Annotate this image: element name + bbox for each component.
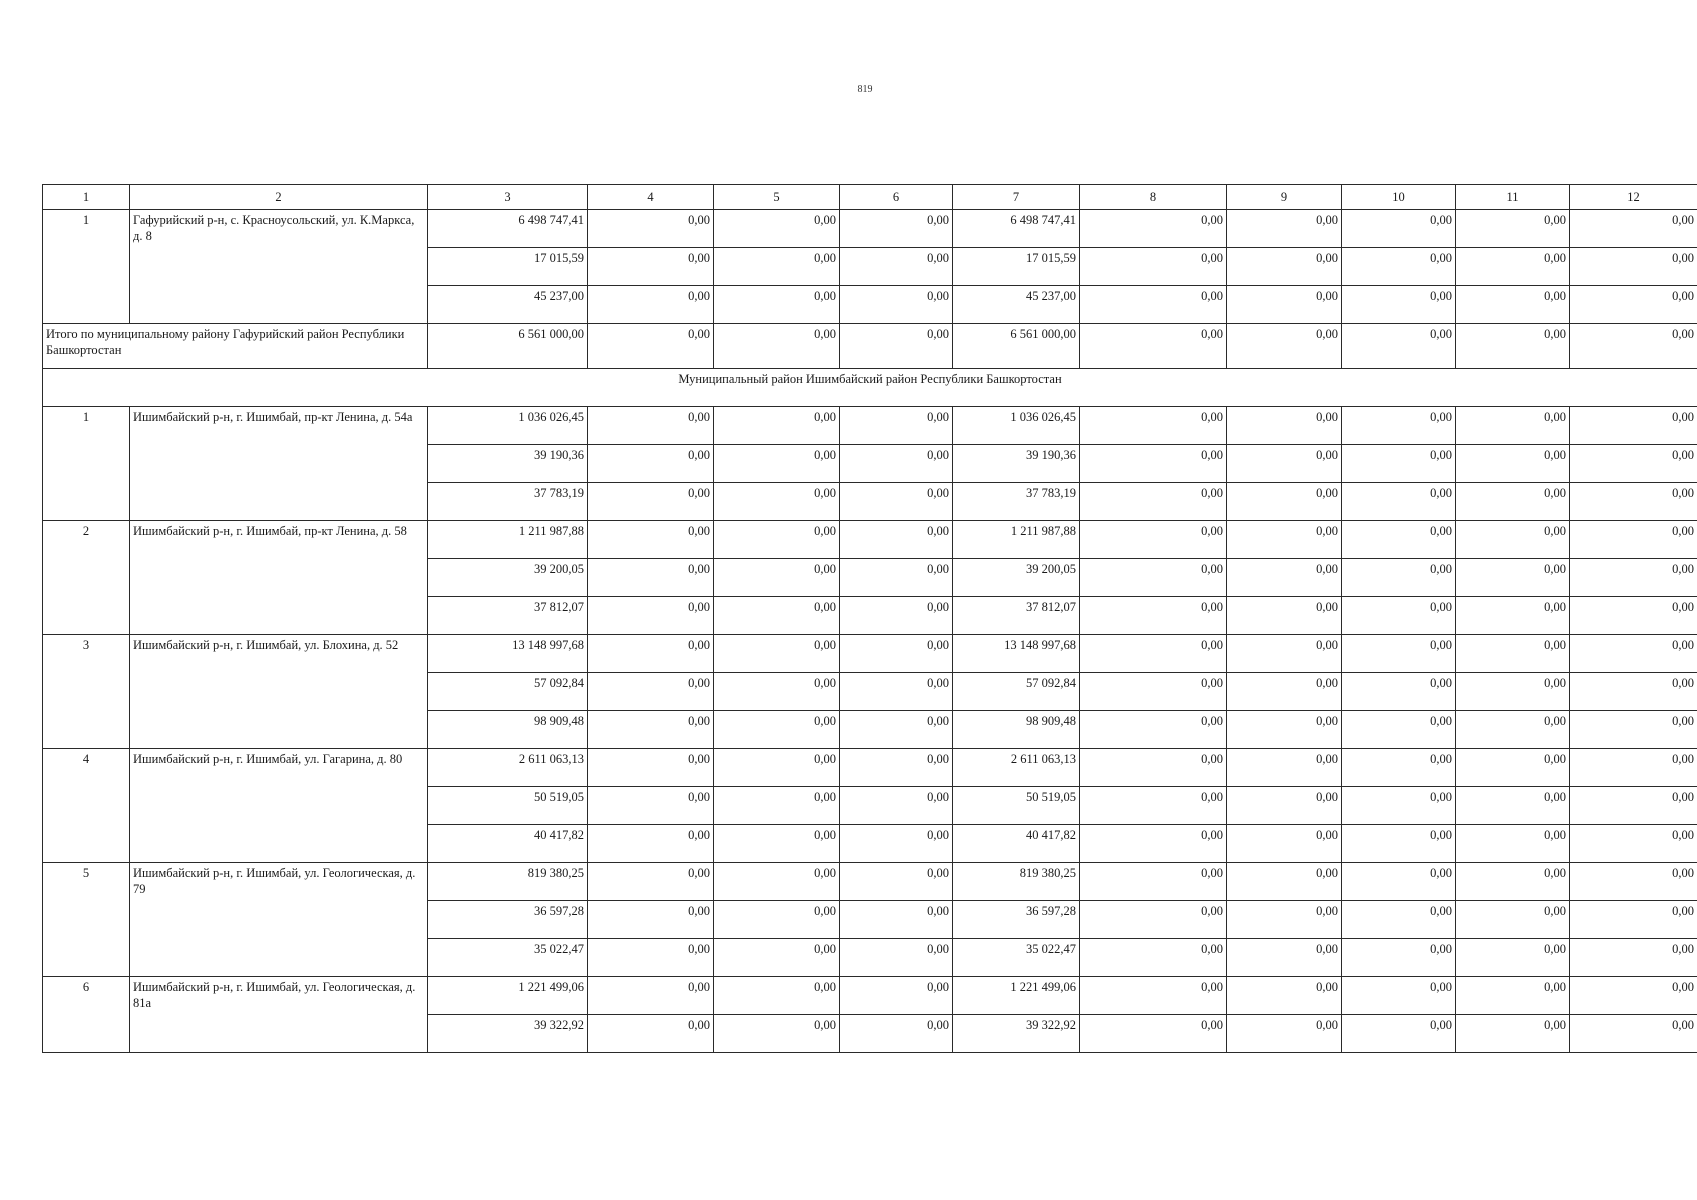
amount-cell: 0,00 — [714, 673, 840, 711]
total-cost-cell: 819 380,25 — [428, 863, 588, 901]
amount-cell: 0,00 — [1227, 749, 1342, 787]
amount-cell: 0,00 — [1342, 286, 1456, 324]
amount-cell: 0,00 — [1570, 407, 1697, 445]
amount-cell: 37 812,07 — [953, 597, 1080, 635]
column-header: 2 — [130, 185, 428, 210]
total-cost-cell: 2 611 063,13 — [428, 749, 588, 787]
amount-cell: 0,00 — [840, 1015, 953, 1053]
row-number: 2 — [43, 521, 130, 635]
amount-cell: 0,00 — [840, 445, 953, 483]
amount-cell: 0,00 — [1570, 749, 1697, 787]
amount-cell: 0,00 — [1342, 210, 1456, 248]
amount-cell: 0,00 — [840, 407, 953, 445]
amount-cell: 0,00 — [588, 521, 714, 559]
amount-cell: 0,00 — [714, 711, 840, 749]
amount-cell: 0,00 — [1227, 521, 1342, 559]
amount-cell: 57 092,84 — [953, 673, 1080, 711]
amount-cell: 0,00 — [1456, 939, 1570, 977]
amount-cell: 0,00 — [1227, 977, 1342, 1015]
total-cost-cell: 13 148 997,68 — [428, 635, 588, 673]
address-cell: Ишимбайский р-н, г. Ишимбай, ул. Геологическая, д. 79 — [130, 863, 428, 977]
amount-cell: 0,00 — [1080, 749, 1227, 787]
address-cell: Ишимбайский р-н, г. Ишимбай, ул. Гагарина, д. 80 — [130, 749, 428, 863]
amount-cell: 0,00 — [588, 635, 714, 673]
district-total-amount: 6 561 000,00 — [953, 324, 1080, 369]
amount-cell: 0,00 — [840, 286, 953, 324]
column-header-row — [43, 185, 1697, 210]
amount-cell: 0,00 — [588, 324, 714, 369]
column-header: 6 — [840, 185, 953, 210]
total-cost-cell: 45 237,00 — [428, 286, 588, 324]
amount-cell: 0,00 — [714, 787, 840, 825]
amount-cell: 0,00 — [1227, 863, 1342, 901]
amount-cell: 0,00 — [1227, 673, 1342, 711]
amount-cell: 0,00 — [1342, 445, 1456, 483]
amount-cell: 0,00 — [1080, 635, 1227, 673]
address-cell: Ишимбайский р-н, г. Ишимбай, пр-кт Ленина, д. 54а — [130, 407, 428, 521]
amount-cell: 0,00 — [1227, 407, 1342, 445]
amount-cell: 0,00 — [1342, 407, 1456, 445]
amount-cell: 0,00 — [714, 324, 840, 369]
amount-cell: 0,00 — [588, 597, 714, 635]
amount-cell: 0,00 — [588, 787, 714, 825]
amount-cell: 0,00 — [588, 711, 714, 749]
amount-cell: 0,00 — [1227, 286, 1342, 324]
amount-cell: 0,00 — [1080, 407, 1227, 445]
section-title: Муниципальный район Ишимбайский район Республики Башкортостан — [43, 369, 1697, 407]
amount-cell: 0,00 — [588, 286, 714, 324]
amount-cell: 0,00 — [1080, 977, 1227, 1015]
amount-cell: 0,00 — [840, 863, 953, 901]
column-header: 4 — [588, 185, 714, 210]
total-cost-cell: 57 092,84 — [428, 673, 588, 711]
amount-cell: 0,00 — [1456, 673, 1570, 711]
amount-cell: 0,00 — [840, 825, 953, 863]
amount-cell: 0,00 — [1570, 210, 1697, 248]
amount-cell: 0,00 — [1227, 597, 1342, 635]
amount-cell: 0,00 — [588, 559, 714, 597]
amount-cell: 1 221 499,06 — [953, 977, 1080, 1015]
amount-cell: 0,00 — [1227, 210, 1342, 248]
amount-cell: 0,00 — [1570, 286, 1697, 324]
amount-cell: 819 380,25 — [953, 863, 1080, 901]
total-cost-cell: 17 015,59 — [428, 248, 588, 286]
amount-cell: 0,00 — [1456, 749, 1570, 787]
total-cost-cell: 50 519,05 — [428, 787, 588, 825]
amount-cell: 0,00 — [1227, 483, 1342, 521]
amount-cell: 0,00 — [588, 901, 714, 939]
column-header: 5 — [714, 185, 840, 210]
row-number: 1 — [43, 407, 130, 521]
amount-cell: 0,00 — [1342, 635, 1456, 673]
table-row — [43, 407, 1697, 445]
amount-cell: 0,00 — [1570, 521, 1697, 559]
amount-cell: 0,00 — [1342, 901, 1456, 939]
district-total-amount: 6 561 000,00 — [428, 324, 588, 369]
amount-cell: 13 148 997,68 — [953, 635, 1080, 673]
total-cost-cell: 1 221 499,06 — [428, 977, 588, 1015]
column-header: 7 — [953, 185, 1080, 210]
amount-cell: 0,00 — [1456, 248, 1570, 286]
total-cost-cell: 37 812,07 — [428, 597, 588, 635]
amount-cell: 0,00 — [1570, 787, 1697, 825]
amount-cell: 0,00 — [840, 521, 953, 559]
amount-cell: 0,00 — [1080, 825, 1227, 863]
amount-cell: 0,00 — [588, 863, 714, 901]
amount-cell: 0,00 — [588, 445, 714, 483]
amount-cell: 0,00 — [1227, 787, 1342, 825]
column-header: 11 — [1456, 185, 1570, 210]
amount-cell: 0,00 — [588, 939, 714, 977]
amount-cell: 0,00 — [840, 559, 953, 597]
amount-cell: 0,00 — [840, 939, 953, 977]
amount-cell: 0,00 — [714, 407, 840, 445]
column-header: 10 — [1342, 185, 1456, 210]
amount-cell: 0,00 — [588, 825, 714, 863]
amount-cell: 0,00 — [714, 1015, 840, 1053]
amount-cell: 35 022,47 — [953, 939, 1080, 977]
column-header: 3 — [428, 185, 588, 210]
amount-cell: 0,00 — [840, 749, 953, 787]
amount-cell: 0,00 — [1456, 407, 1570, 445]
total-cost-cell: 39 200,05 — [428, 559, 588, 597]
amount-cell: 0,00 — [1342, 825, 1456, 863]
amount-cell: 0,00 — [588, 210, 714, 248]
amount-cell: 0,00 — [1456, 1015, 1570, 1053]
amount-cell: 0,00 — [1080, 939, 1227, 977]
amount-cell: 0,00 — [1570, 863, 1697, 901]
amount-cell: 0,00 — [714, 635, 840, 673]
amount-cell: 0,00 — [714, 445, 840, 483]
amount-cell: 0,00 — [1342, 673, 1456, 711]
amount-cell: 45 237,00 — [953, 286, 1080, 324]
amount-cell: 0,00 — [1570, 483, 1697, 521]
amount-cell: 0,00 — [1342, 248, 1456, 286]
amount-cell: 0,00 — [1456, 863, 1570, 901]
total-cost-cell: 1 036 026,45 — [428, 407, 588, 445]
amount-cell: 0,00 — [714, 901, 840, 939]
amount-cell: 0,00 — [714, 939, 840, 977]
total-cost-cell: 39 190,36 — [428, 445, 588, 483]
amount-cell: 0,00 — [1570, 673, 1697, 711]
amount-cell: 0,00 — [1080, 445, 1227, 483]
amount-cell: 0,00 — [840, 673, 953, 711]
amount-cell: 0,00 — [1342, 939, 1456, 977]
amount-cell: 0,00 — [1570, 248, 1697, 286]
amount-cell: 0,00 — [1570, 1015, 1697, 1053]
amount-cell: 98 909,48 — [953, 711, 1080, 749]
amount-cell: 0,00 — [1456, 445, 1570, 483]
amount-cell: 50 519,05 — [953, 787, 1080, 825]
amount-cell: 39 200,05 — [953, 559, 1080, 597]
amount-cell: 0,00 — [1080, 286, 1227, 324]
amount-cell: 0,00 — [840, 248, 953, 286]
amount-cell: 0,00 — [1080, 210, 1227, 248]
amount-cell: 0,00 — [1456, 825, 1570, 863]
amount-cell: 0,00 — [1227, 324, 1342, 369]
amount-cell: 0,00 — [588, 749, 714, 787]
amount-cell: 0,00 — [1227, 711, 1342, 749]
amount-cell: 0,00 — [588, 673, 714, 711]
page-number: 819 — [857, 84, 873, 95]
amount-cell: 0,00 — [1456, 483, 1570, 521]
row-number: 1 — [43, 210, 130, 324]
amount-cell: 0,00 — [1080, 521, 1227, 559]
amount-cell: 0,00 — [1570, 597, 1697, 635]
amount-cell: 0,00 — [1080, 483, 1227, 521]
amount-cell: 0,00 — [1570, 559, 1697, 597]
total-cost-cell: 1 211 987,88 — [428, 521, 588, 559]
amount-cell: 0,00 — [840, 711, 953, 749]
amount-cell: 0,00 — [1080, 673, 1227, 711]
section-header-row — [43, 369, 1697, 407]
amount-cell: 0,00 — [1080, 559, 1227, 597]
column-header: 1 — [43, 185, 130, 210]
amount-cell: 0,00 — [1570, 939, 1697, 977]
amount-cell: 0,00 — [840, 483, 953, 521]
amount-cell: 0,00 — [840, 324, 953, 369]
amount-cell: 2 611 063,13 — [953, 749, 1080, 787]
total-cost-cell: 36 597,28 — [428, 901, 588, 939]
total-cost-cell: 98 909,48 — [428, 711, 588, 749]
amount-cell: 0,00 — [1227, 248, 1342, 286]
amount-cell: 39 322,92 — [953, 1015, 1080, 1053]
amount-cell: 0,00 — [1570, 445, 1697, 483]
row-number: 3 — [43, 635, 130, 749]
amount-cell: 0,00 — [1080, 787, 1227, 825]
amount-cell: 0,00 — [1227, 825, 1342, 863]
amount-cell: 0,00 — [1456, 597, 1570, 635]
amount-cell: 0,00 — [1456, 286, 1570, 324]
amount-cell: 0,00 — [1570, 825, 1697, 863]
amount-cell: 0,00 — [1342, 977, 1456, 1015]
amount-cell: 0,00 — [1080, 597, 1227, 635]
amount-cell: 0,00 — [1456, 787, 1570, 825]
amount-cell: 0,00 — [714, 521, 840, 559]
amount-cell: 0,00 — [1342, 749, 1456, 787]
amount-cell: 0,00 — [1570, 635, 1697, 673]
amount-cell: 0,00 — [714, 977, 840, 1015]
amount-cell: 0,00 — [1342, 711, 1456, 749]
amount-cell: 0,00 — [1456, 977, 1570, 1015]
address-cell: Ишимбайский р-н, г. Ишимбай, ул. Блохина, д. 52 — [130, 635, 428, 749]
amount-cell: 0,00 — [840, 210, 953, 248]
table-row — [43, 635, 1697, 673]
row-number: 4 — [43, 749, 130, 863]
district-total-row — [43, 324, 1697, 369]
amount-cell: 0,00 — [714, 825, 840, 863]
column-header: 12 — [1570, 185, 1697, 210]
amount-cell: 0,00 — [1342, 787, 1456, 825]
amount-cell: 0,00 — [1227, 1015, 1342, 1053]
amount-cell: 0,00 — [1456, 210, 1570, 248]
amount-cell: 0,00 — [1227, 635, 1342, 673]
amount-cell: 0,00 — [1456, 324, 1570, 369]
amount-cell: 0,00 — [1080, 324, 1227, 369]
table-row — [43, 210, 1697, 248]
amount-cell: 0,00 — [588, 407, 714, 445]
amount-cell: 0,00 — [840, 597, 953, 635]
amount-cell: 0,00 — [840, 977, 953, 1015]
amount-cell: 0,00 — [1080, 901, 1227, 939]
amount-cell: 6 498 747,41 — [953, 210, 1080, 248]
amount-cell: 0,00 — [1227, 901, 1342, 939]
amount-cell: 0,00 — [588, 1015, 714, 1053]
amount-cell: 0,00 — [714, 248, 840, 286]
amount-cell: 0,00 — [840, 635, 953, 673]
table-row — [43, 977, 1697, 1015]
amount-cell: 36 597,28 — [953, 901, 1080, 939]
amount-cell: 40 417,82 — [953, 825, 1080, 863]
amount-cell: 0,00 — [1342, 559, 1456, 597]
amount-cell: 0,00 — [1342, 521, 1456, 559]
amount-cell: 17 015,59 — [953, 248, 1080, 286]
amount-cell: 0,00 — [1456, 635, 1570, 673]
amount-cell: 0,00 — [840, 901, 953, 939]
amount-cell: 0,00 — [1570, 901, 1697, 939]
amount-cell: 0,00 — [1080, 1015, 1227, 1053]
amount-cell: 0,00 — [1080, 248, 1227, 286]
amount-cell: 0,00 — [1227, 939, 1342, 977]
column-header: 8 — [1080, 185, 1227, 210]
amount-cell: 0,00 — [1342, 324, 1456, 369]
amount-cell: 0,00 — [1456, 521, 1570, 559]
amount-cell: 0,00 — [1570, 977, 1697, 1015]
amount-cell: 0,00 — [1342, 597, 1456, 635]
amount-cell: 0,00 — [1080, 711, 1227, 749]
total-cost-cell: 37 783,19 — [428, 483, 588, 521]
amount-cell: 0,00 — [714, 210, 840, 248]
amount-cell: 1 211 987,88 — [953, 521, 1080, 559]
total-cost-cell: 39 322,92 — [428, 1015, 588, 1053]
amount-cell: 0,00 — [1570, 711, 1697, 749]
amount-cell: 0,00 — [1342, 1015, 1456, 1053]
amount-cell: 0,00 — [588, 977, 714, 1015]
amount-cell: 0,00 — [714, 749, 840, 787]
table-row — [43, 749, 1697, 787]
budget-table — [42, 184, 1697, 1053]
address-cell: Гафурийский р-н, с. Красноусольский, ул. К.Маркса, д. 8 — [130, 210, 428, 324]
amount-cell: 0,00 — [1570, 324, 1697, 369]
amount-cell: 0,00 — [840, 787, 953, 825]
amount-cell: 0,00 — [714, 559, 840, 597]
table-row — [43, 863, 1697, 901]
row-number: 5 — [43, 863, 130, 977]
amount-cell: 0,00 — [714, 286, 840, 324]
amount-cell: 0,00 — [1080, 863, 1227, 901]
address-cell: Ишимбайский р-н, г. Ишимбай, пр-кт Ленина, д. 58 — [130, 521, 428, 635]
table-body — [43, 185, 1697, 1053]
total-cost-cell: 40 417,82 — [428, 825, 588, 863]
total-cost-cell: 6 498 747,41 — [428, 210, 588, 248]
amount-cell: 0,00 — [1456, 711, 1570, 749]
amount-cell: 0,00 — [1456, 901, 1570, 939]
address-cell: Ишимбайский р-н, г. Ишимбай, ул. Геологическая, д. 81а — [130, 977, 428, 1053]
amount-cell: 37 783,19 — [953, 483, 1080, 521]
amount-cell: 0,00 — [714, 483, 840, 521]
amount-cell: 0,00 — [714, 863, 840, 901]
amount-cell: 0,00 — [1342, 483, 1456, 521]
total-cost-cell: 35 022,47 — [428, 939, 588, 977]
amount-cell: 0,00 — [1456, 559, 1570, 597]
amount-cell: 1 036 026,45 — [953, 407, 1080, 445]
amount-cell: 0,00 — [1342, 863, 1456, 901]
amount-cell: 0,00 — [588, 483, 714, 521]
district-total-label: Итого по муниципальному району Гафурийский район Республики Башкортостан — [43, 324, 428, 369]
table-row — [43, 521, 1697, 559]
row-number: 6 — [43, 977, 130, 1053]
amount-cell: 0,00 — [714, 597, 840, 635]
amount-cell: 0,00 — [1227, 559, 1342, 597]
amount-cell: 0,00 — [588, 248, 714, 286]
column-header: 9 — [1227, 185, 1342, 210]
amount-cell: 39 190,36 — [953, 445, 1080, 483]
amount-cell: 0,00 — [1227, 445, 1342, 483]
